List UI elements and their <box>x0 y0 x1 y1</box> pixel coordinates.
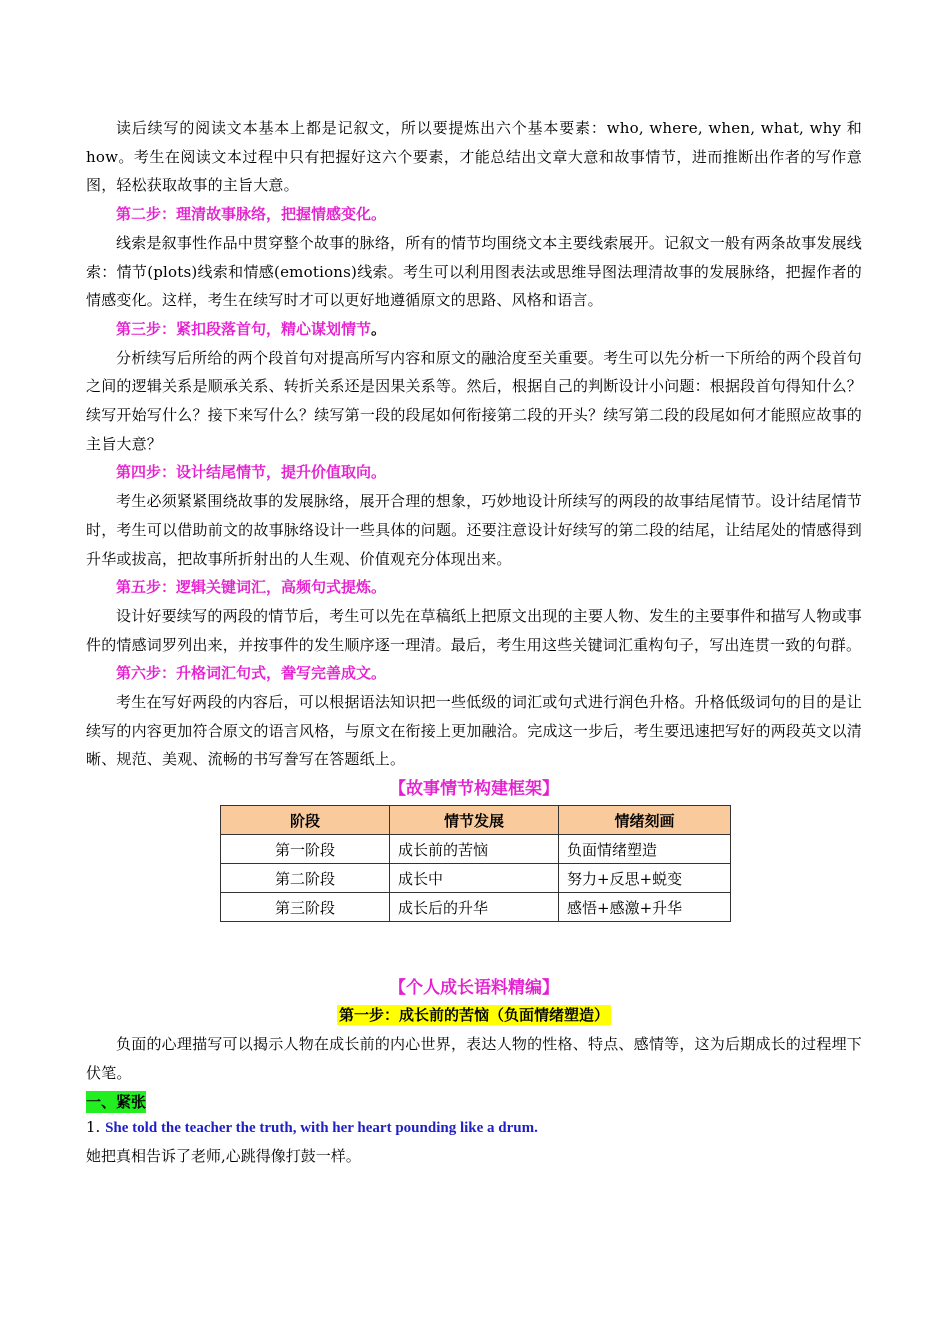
corpus-subtitle-wrap <box>86 1002 862 1028</box>
step-4-heading: 第四步：设计结尾情节，提升价值取向。 <box>116 463 387 482</box>
category-wrap <box>86 1088 862 1113</box>
table-cell: 负面情绪塑造 <box>559 835 731 864</box>
framework-title: 【故事情节构建框架】 <box>389 779 559 800</box>
corpus-subtitle: 第一步：成长前的苦恼（负面情绪塑造） <box>338 1006 609 1025</box>
example-english: She told the teacher the truth, with her heart pounding like a drum. <box>105 1119 538 1136</box>
step-5-body: 设计好要续写的两段的情节后，考生可以先在草稿纸上把原文出现的主要人物、发生的主要事件和描写人物或事件的情感词罗列出来，并按事件的发生顺序逐一理清。最后，考生用这些关键词汇重构句子，写出连贯一致的句群。 <box>86 606 862 654</box>
step-5-heading: 第五步：逻辑关键词汇，高频句式提炼。 <box>116 578 387 597</box>
table-header-row <box>221 806 731 835</box>
corpus-intro: 负面的心理描写可以揭示人物在成长前的内心世界，表达人物的性格、特点、感情等，这为后期成长的过程埋下伏笔。 <box>86 1035 862 1082</box>
table-header-cell: 情节发展 <box>390 806 559 835</box>
table-row <box>221 835 731 864</box>
corpus-title: 【个人成长语料精编】 <box>389 978 559 999</box>
table-header-cell: 阶段 <box>221 806 390 835</box>
table-cell: 第一阶段 <box>221 835 390 864</box>
example-translation: 她把真相告诉了老师,心跳得像打鼓一样。 <box>86 1147 361 1166</box>
table-row <box>221 864 731 893</box>
table-cell: 第二阶段 <box>221 864 390 893</box>
framework-table <box>220 805 731 922</box>
step-2-body: 线索是叙事性作品中贯穿整个故事的脉络，所有的情节均围绕文本主要线索展开。记叙文一般有两条故事发展线索：情节(plots)线索和情感(emotions)线索。考生可以利用图表法或思维导图法理清故事的发展脉络，把握作者的情感变化。这样，考生在续写时才可以更好地遵循原文的思路、风格和语言。 <box>86 233 862 310</box>
document-page <box>86 114 862 1171</box>
step-4-body: 考生必须紧紧围绕故事的发展脉络，展开合理的想象，巧妙地设计所续写的两段的故事结尾情节。设计结尾情节时，考生可以借助前文的故事脉络设计一些具体的问题。还要注意设计好续写的第二段的结尾，让结尾处的情感得到升华或拔高，把故事所折射出的人生观、价值观充分体现出来。 <box>86 492 862 568</box>
table-cell: 成长后的升华 <box>390 893 559 922</box>
category-tag: 一、紧张 <box>86 1092 147 1111</box>
step-3-body: 分析续写后所给的两个段首句对提高所写内容和原文的融洽度至关重要。考生可以先分析一下所给的两个段首句之间的逻辑关系是顺承关系、转折关系还是因果关系等。然后，根据自己的判断设计小问题：根据段首句得知什么？续写开始写什么？接下来写什么？续写第一段的段尾如何衔接第二段的开头？续写第二段的段尾如何才能照应故事的主旨大意？ <box>86 348 862 453</box>
table-cell: 成长前的苦恼 <box>390 835 559 864</box>
step-6-body: 考生在写好两段的内容后，可以根据语法知识把一些低级的词汇或句式进行润色升格。升格低级词句的目的是让续写的内容更加符合原文的语言风格，与原文在衔接上更加融洽。完成这一步后，考生要迅速把写好的两段英文以清晰、规范、美观、流畅的书写誊写在答题纸上。 <box>86 693 862 769</box>
intro-paragraph: 读后续写的阅读文本基本上都是记叙文，所以要提炼出六个基本要素：who, where, when, what, why 和 how。考生在阅读文本过程中只有把握好这六个要素，才能总结出文章大意和故事情节，进而推断出作者的写作意图，轻松获取故事的主旨大意。 <box>86 119 862 195</box>
table-header-cell: 情绪刻画 <box>559 806 731 835</box>
step-6-heading: 第六步：升格词汇句式，誊写完善成文。 <box>116 664 387 683</box>
example-number: 1. <box>86 1117 106 1136</box>
table-row <box>221 893 731 922</box>
table-cell: 第三阶段 <box>221 893 390 922</box>
table-cell: 感悟+感激+升华 <box>559 893 731 922</box>
step-2-heading: 第二步：理清故事脉络，把握情感变化。 <box>116 205 387 224</box>
table-cell: 努力+反思+蜕变 <box>559 864 731 893</box>
step-3-heading: 第三步：紧扣段落首句，精心谋划情节。 <box>116 319 387 338</box>
table-cell: 成长中 <box>390 864 559 893</box>
example-sentence <box>86 1113 862 1143</box>
